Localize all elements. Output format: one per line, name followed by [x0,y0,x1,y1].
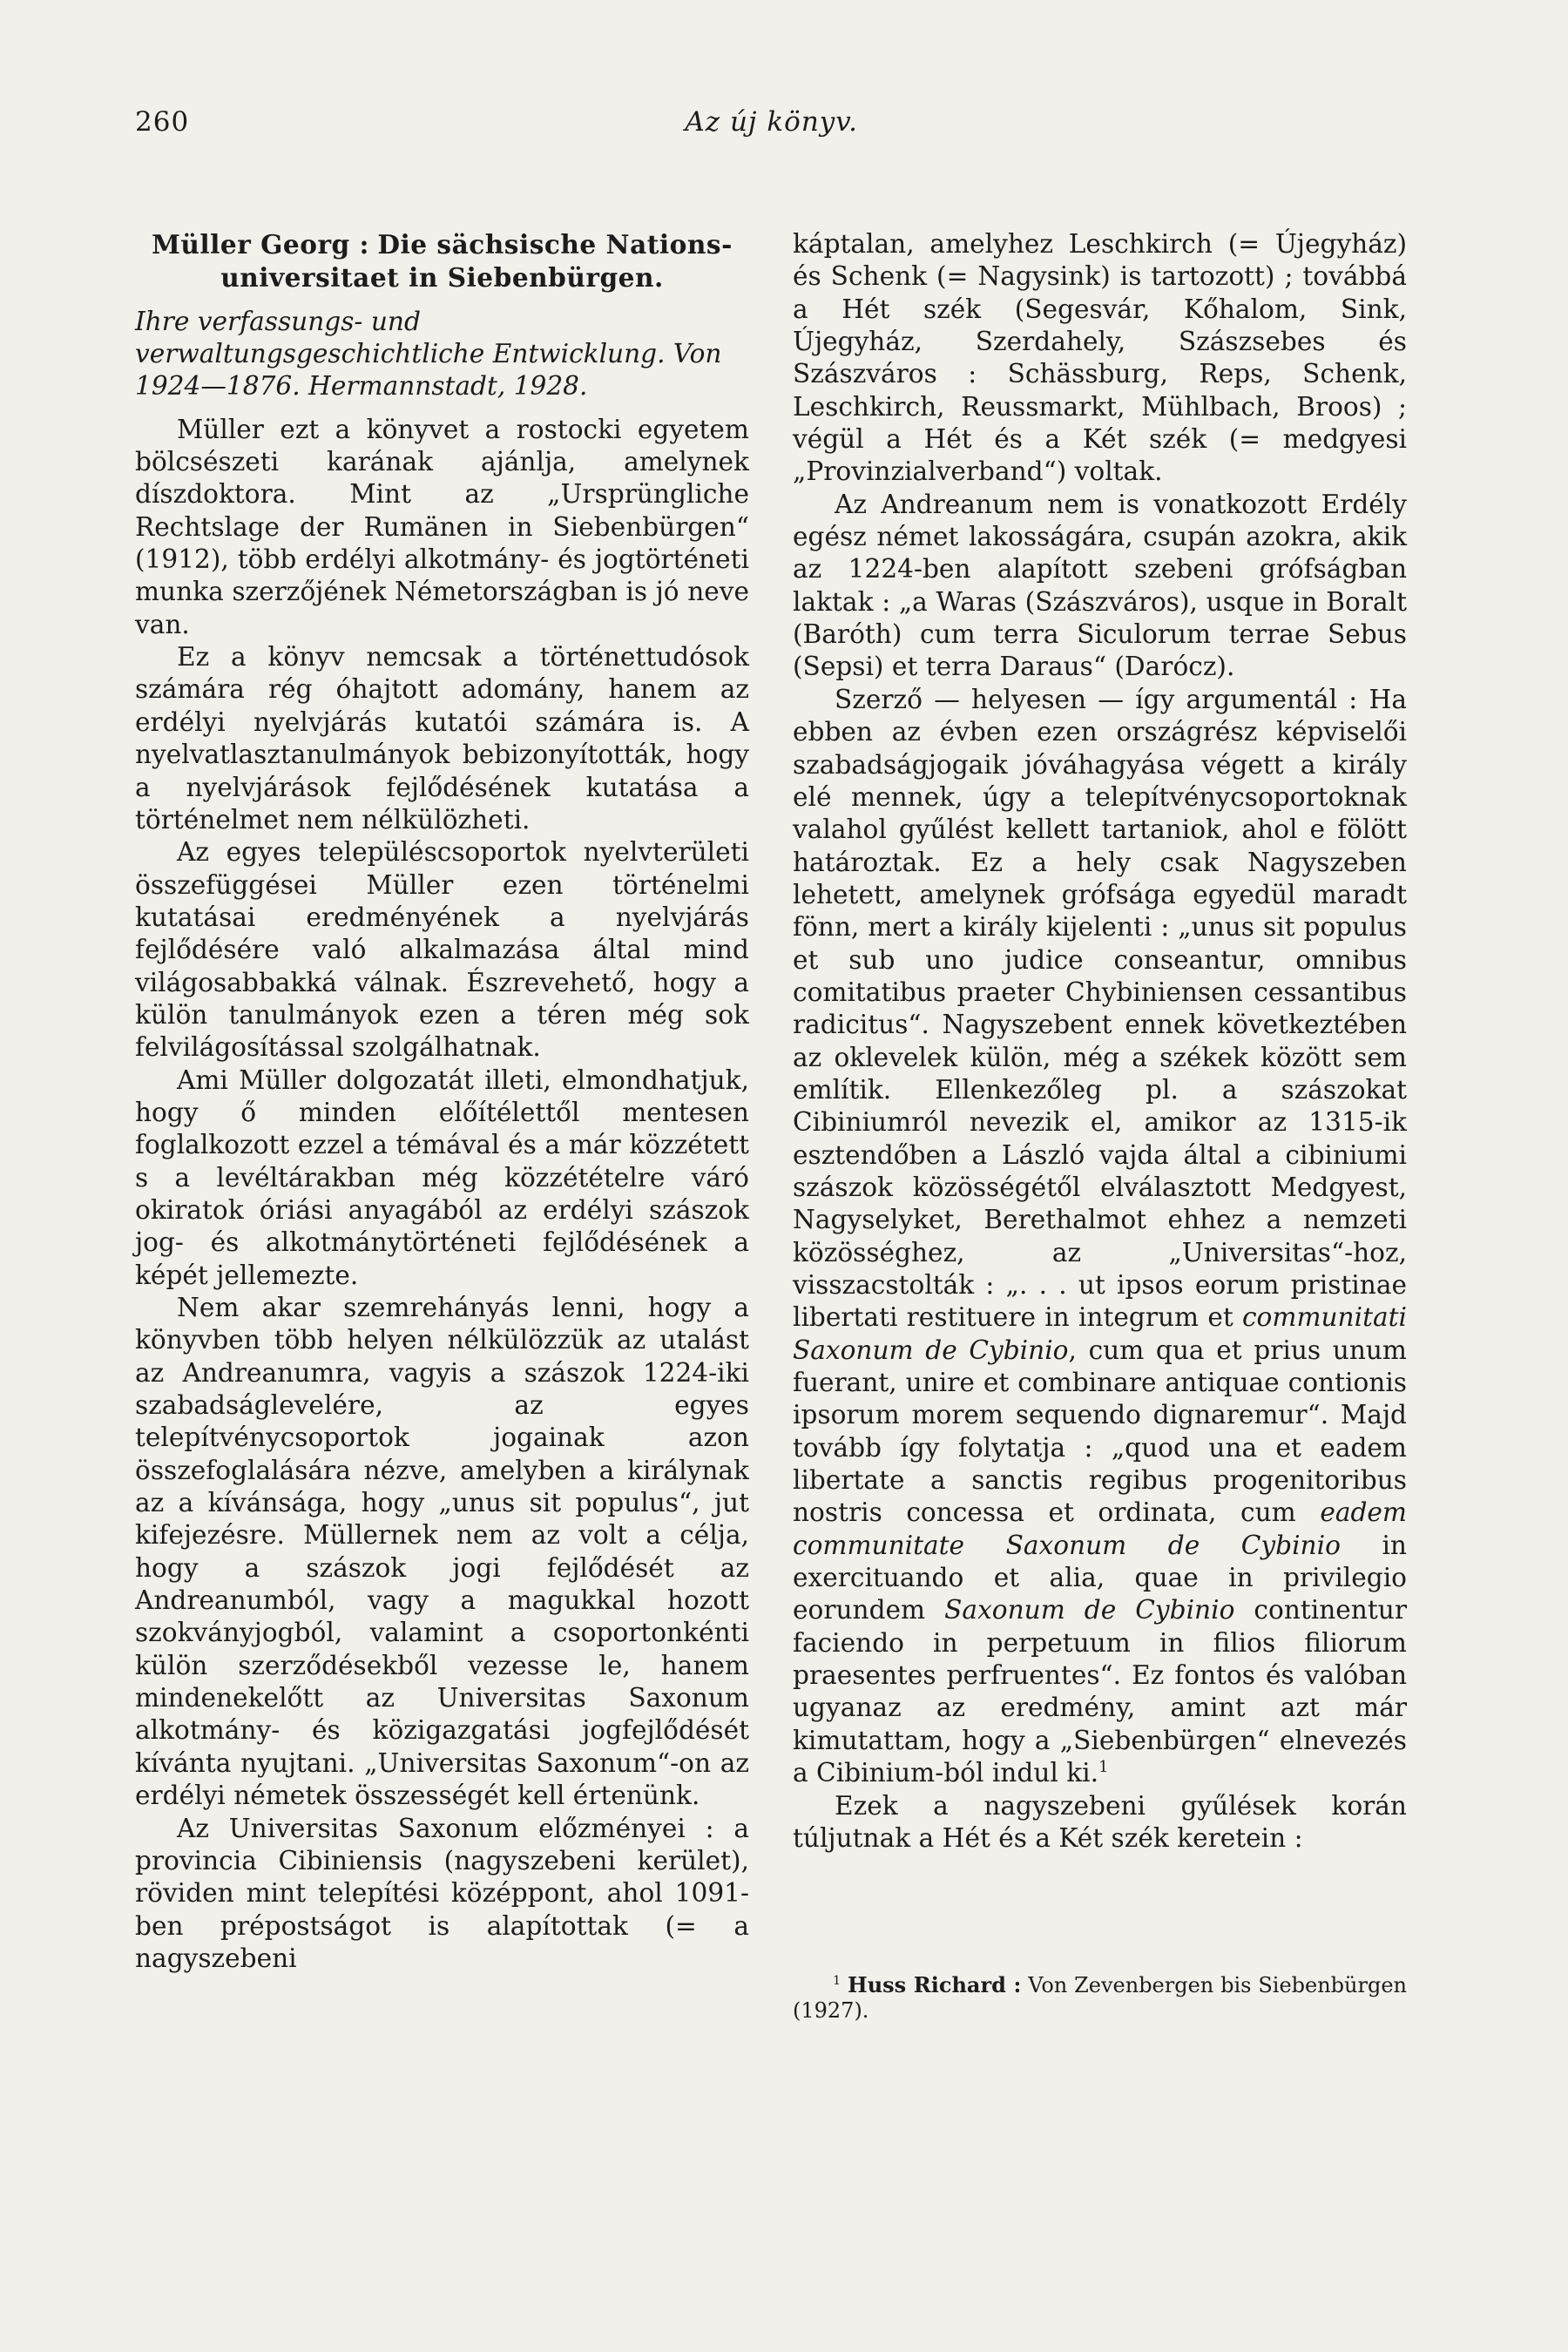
footnote-marker: 1 [833,1974,841,1988]
right-paragraph-2: Az Andreanum nem is vonatkozott Erdély egész német lakosságára, csupán azokra, akik az 1224-ben alapított szebeni grófságban laktak : „a Waras (Szászváros), usque in Boralt (Baróth) cum terra Siculorum terrae Sebus (Sepsi) et terra Daraus“ (Darócz). [793,489,1407,682]
right-paragraph-3-text-b: , cum qua et prius unum fuerant, unire et combinare antiquae contionis ipsorum morem sequendo dignaremur“. Majd tovább így folytatja : „quod una et eadem libertate a sanctis regibus progenitoribus nostris concessa et ordinata, cum [793,1335,1407,1528]
left-paragraph-4: Ami Müller dolgozatát illeti, elmondhatjuk, hogy ő minden előítélettől mentesen foglalkozott ezzel a témával és a már közzétett s a levéltárakban még közzétételre váró okiratok óriási anyagából az erdélyi szászok jog- és alkotmánytörténeti fejlődésének a képét jellemezte. [135,1064,749,1290]
left-paragraph-3: Az egyes településcsoportok nyelvterületi összefüggései Müller ezen történelmi kutatásai eredményének a nyelvjárás fejlődésére való alkalmazása által mind világosabbakká válnak. Észrevehető, hogy a külön tanulmányok ezen a téren még sok felvilágosítással szolgálhatnak. [135,837,749,1063]
right-paragraph-3 [793,684,1407,1790]
book-subtitle: Ihre verfassungs- und verwaltungsgeschichtliche Entwicklung. Von 1924—1876. Hermannstadt, 1928. [135,306,722,402]
latin-italic-3: Saxonum de Cybinio [944,1595,1235,1625]
right-paragraph-4: Ezek a nagyszebeni gyűlések korán túljutnak a Hét és a Két szék keretein : [793,1790,1407,1853]
page-number: 260 [135,106,190,138]
left-paragraph-5: Nem akar szemrehányás lenni, hogy a könyvben több helyen nélkülözzük az utalást az Andreanumra, vagyis a szászok 1224-iki szabadságlevelére, az egyes telepítvénycsoportok jogainak azon összefoglalására nézve, amelyben a királynak az a kívánsága, hogy „unus sit populus“, jut kifejezésre. Müllernek nem az volt a célja, hogy a szászok jogi fejlődését az Andreanumból, vagy a magukkal hozott szokványjogból, valamint a csoportonkénti külön szerződésekből vezesse le, hanem mindenekelőtt az Universitas Saxonum alkotmány- és közigazgatási jogfejlődését kívánta nyujtani. „Universitas Saxonum“-on az erdélyi németek összességét kell értenünk. [135,1293,749,1811]
review-heading [135,228,749,295]
right-column [793,228,1407,1855]
left-paragraph-2: Ez a könyv nemcsak a történettudósok számára rég óhajtott adomány, hanem az erdélyi nyelvjárás kutatói számára is. A nyelvatlasztanulmányok bebizonyították, hogy a nyelvjárások fejlődésének kutatása a történelmet nem nélkülözheti. [135,642,749,835]
left-column [135,228,749,1975]
book-author: Müller Georg : [152,229,369,260]
footnote-author: Huss Richard : [848,1972,1022,1997]
footnote-reference: 1 [1098,1759,1109,1777]
right-paragraph-3-text-d: continentur faciendo in perpetuum in filios filiorum praesentes perfruentes“. Ez fontos és valóban ugyanaz az eredmény, amint azt már kimutattam, hogy a „Siebenbürgen“ elnevezés a Cibinium-ból indul ki. [793,1595,1407,1788]
footnote [793,1972,1407,2024]
running-title: Az új könyv. [685,106,858,138]
latin-italic-1: communitati Saxonum de Cybinio [793,1302,1407,1365]
left-paragraph-6: Az Universitas Saxonum előzményei : a provincia Cibiniensis (nagyszebeni kerület), röviden mint telepítési középpont, ahol 1091-ben prépostságot is alapítottak (= a nagyszebeni [135,1813,749,1973]
left-paragraph-1: Müller ezt a könyvet a rostocki egyetem bölcsészeti karának ajánlja, amelynek díszdoktora. Mint az „Ursprüngliche Rechtslage der Rumänen in Siebenbürgen“ (1912), több erdélyi alkotmány- és jogtörténeti munka szerzőjének Németországban is jó neve van. [135,414,749,639]
latin-italic-2: eadem communitate Saxonum de Cybinio [793,1497,1407,1560]
book-title-line2: universitaet in Siebenbürgen. [220,262,664,294]
right-paragraph-3-text-a: Szerző — helyesen — így argumentál : Ha ebben az évben ezen országrész képviselői szabadságjogaik jóváhagyása végett a király elé mennek, úgy a telepítvénycsoportoknak valahol gyűlést kellett tartaniok, ahol e fölött határoztak. Ez a hely csak Nagyszeben lehetett, amelynek grófsága egyedül maradt fönn, mert a király kijelenti : „unus sit populus et sub uno judice conseantur, omnibus comitatibus praeter Chybiniensen cessantibus radicitus“. Nagyszebent ennek következtében az oklevelek külön, még a székek között sem említik. Ellenkezőleg pl. a szászokat Cibiniumról nevezik el, amikor az 1315-ik esztendőben a László vajda által a cibiniumi szászok közösségétől elválasztott Medgyest, Nagyselyket, Berethalmot ehhez a nemzeti közösséghez, az „Universitas“-hoz, visszacstolták : „. . . ut ipsos eorum pristinae libertati restituere in integrum et [793,684,1407,1333]
right-paragraph-3-text-c: in exercituando et alia, quae in privilegio eorundem [793,1530,1407,1625]
right-paragraph-1: káptalan, amelyhez Leschkirch (= Újegyház) és Schenk (= Nagysink) is tartozott) ; továbbá a Hét szék (Segesvár, Kőhalom, Sink, Újegyház, Szerdahely, Szászsebes és Szászváros : Schässburg, Reps, Schenk, Leschkirch, Reussmarkt, Mühlbach, Broos) ; végül a Hét és a Két szék (= medgyesi „Provinzialverband“) voltak. [793,229,1407,487]
footnote-text: Von Zevenbergen bis Siebenbürgen (1927). [793,1973,1407,2023]
book-title-line1: Die sächsische Nations- [377,229,733,260]
